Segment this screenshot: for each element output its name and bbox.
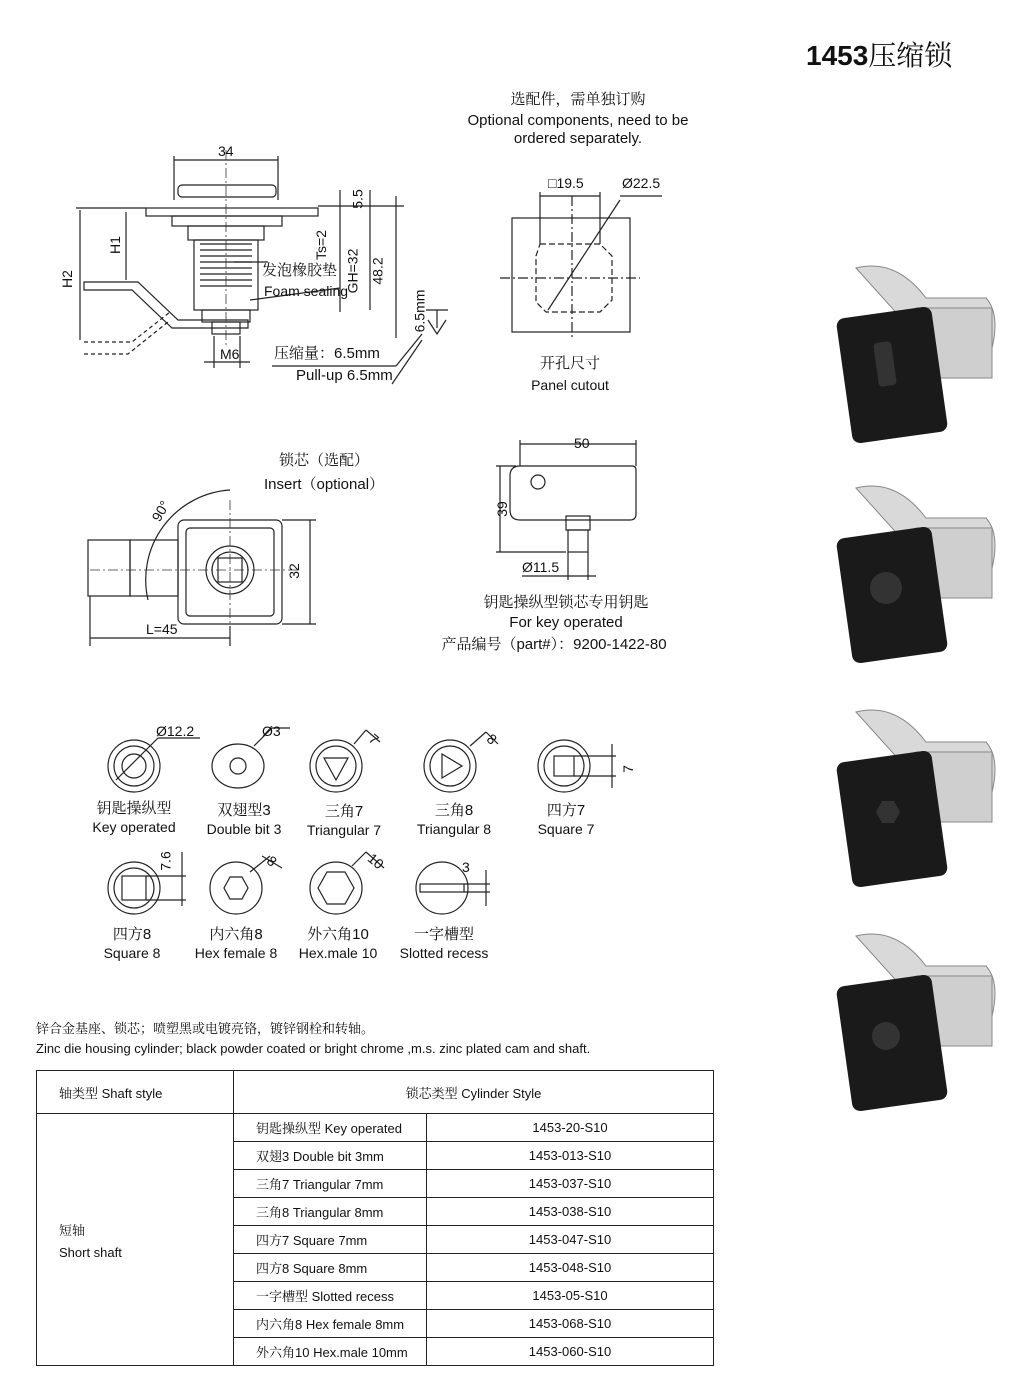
insert-dim-7: 8: [263, 852, 281, 870]
page-title: 1453压缩锁: [806, 40, 953, 71]
table-cell-style: 外六角10 Hex.male 10mm: [234, 1338, 427, 1366]
key-label-cn: 钥匙操纵型锁芯专用钥匙: [483, 594, 649, 611]
dim-6-5mm: 6.5mm: [411, 289, 428, 333]
cutout-drawing: [500, 192, 662, 340]
table-cell-code: 1453-048-S10: [427, 1254, 714, 1282]
table-row: [37, 1114, 714, 1142]
insert-dim-2: Ø3: [262, 723, 281, 739]
shaft-label-cn: 短轴: [59, 1222, 86, 1238]
table-header-shaft: 轴类型 Shaft style: [37, 1071, 234, 1114]
optional-note-en2: ordered separately.: [513, 130, 643, 147]
dim-dia-22-5: Ø22.5: [622, 175, 661, 191]
table-cell-code: 1453-038-S10: [427, 1198, 714, 1226]
insert-dim-6: 7.6: [157, 851, 174, 871]
insert-label-3-en: Triangular 7: [306, 822, 382, 838]
table-cell-style: 四方8 Square 8mm: [234, 1254, 427, 1282]
table-cell-style: 三角7 Triangular 7mm: [234, 1170, 427, 1198]
table-header-cylinder: 锁芯类型 Cylinder Style: [234, 1071, 714, 1114]
insert-label-5-en: Square 7: [537, 821, 595, 837]
lock-photo-double-bit: [836, 478, 1004, 668]
dim-90-degrees: 90°: [148, 497, 173, 525]
insert-label-2-cn: 双翅型3: [217, 802, 271, 819]
optional-note-cn: 选配件，需单独订购: [510, 91, 646, 108]
pull-label-cn: 压缩量：6.5mm: [274, 345, 380, 362]
insert-label-cn: 锁芯（选配）: [278, 452, 370, 469]
table-cell-code: 1453-037-S10: [427, 1170, 714, 1198]
insert-dim-3: 7: [365, 730, 383, 748]
insert-label-8-en: Hex.male 10: [298, 945, 378, 961]
table-cell-style: 双翅3 Double bit 3mm: [234, 1142, 427, 1170]
material-note-en: Zinc die housing cylinder; black powder coated or bright chrome ,m.s. zinc plated cam and shaft.: [36, 1041, 591, 1056]
table-cell-code: 1453-060-S10: [427, 1338, 714, 1366]
foam-label-cn: 发泡橡胶垫: [262, 262, 338, 279]
table-cell-style: 一字槽型 Slotted recess: [234, 1282, 427, 1310]
table-cell-style: 三角8 Triangular 8mm: [234, 1198, 427, 1226]
dim-5-5: 5.5: [349, 189, 366, 209]
dim-50: 50: [574, 435, 590, 451]
insert-label-9-en: Slotted recess: [399, 945, 489, 961]
dim-32: 32: [285, 563, 302, 579]
foam-label-en: Foam sealing: [264, 283, 349, 299]
optional-note-en1: Optional components, need to be: [467, 112, 689, 129]
insert-label-4-cn: 三角8: [434, 802, 474, 819]
table-cell-code: 1453-20-S10: [427, 1114, 714, 1142]
insert-dim-5: 7: [619, 765, 636, 773]
insert-label-7-cn: 内六角8: [209, 926, 263, 943]
key-drawing: [496, 440, 636, 580]
insert-dim-8: 10: [364, 849, 387, 873]
key-part-number: 产品编号（part#）：9200-1422-80: [441, 636, 667, 653]
dim-m6: M6: [220, 346, 240, 362]
dim-h2: H2: [58, 270, 75, 288]
dim-square-19-5: □19.5: [548, 175, 584, 191]
key-label-en: For key operated: [509, 614, 623, 631]
table-cell-style: 四方7 Square 7mm: [234, 1226, 427, 1254]
insert-label-5-cn: 四方7: [546, 802, 586, 819]
table-header-row: [37, 1071, 714, 1114]
insert-dim-1: Ø12.2: [156, 723, 195, 739]
table-cell-style: 钥匙操纵型 Key operated: [234, 1114, 427, 1142]
cutout-label-en: Panel cutout: [531, 377, 609, 393]
material-note-cn: 锌合金基座、锁芯；喷塑黑或电镀亮铬，镀锌钢栓和转轴。: [36, 1021, 375, 1036]
insert-label-2-en: Double bit 3: [206, 821, 282, 837]
insert-label-3-cn: 三角7: [324, 803, 364, 820]
dim-dia-11-5: Ø11.5: [522, 559, 560, 575]
dim-l-45: L=45: [146, 621, 178, 637]
spec-table: [36, 1070, 714, 1366]
insert-dim-4: 8: [483, 730, 501, 748]
insert-label-8-cn: 外六角10: [307, 926, 369, 943]
dim-48-2: 48.2: [369, 257, 386, 285]
table-cell-code: 1453-013-S10: [427, 1142, 714, 1170]
table-cell-code: 1453-068-S10: [427, 1310, 714, 1338]
insert-label-7-en: Hex female 8: [194, 945, 278, 961]
insert-label-9-cn: 一字槽型: [413, 926, 475, 943]
table-cell-code: 1453-05-S10: [427, 1282, 714, 1310]
insert-label-4-en: Triangular 8: [416, 821, 492, 837]
front-view-drawing: [88, 490, 316, 646]
shaft-label-en: Short shaft: [59, 1244, 122, 1260]
cutout-label-cn: 开孔尺寸: [539, 355, 601, 372]
dim-ts: Ts=2: [312, 230, 329, 260]
dim-39: 39: [493, 501, 510, 517]
dim-h1: H1: [106, 236, 123, 254]
insert-label-6-en: Square 8: [103, 945, 161, 961]
dim-34: 34: [218, 143, 234, 159]
lock-photo-triangular: [836, 926, 1004, 1116]
table-cell-style: 内六角8 Hex female 8mm: [234, 1310, 427, 1338]
table-cell-code: 1453-047-S10: [427, 1226, 714, 1254]
table-shaft-cell: [37, 1114, 234, 1366]
lock-photo-key-operated: [836, 258, 1004, 448]
insert-label-1-en: Key operated: [92, 819, 176, 835]
insert-label-en: Insert（optional）: [263, 476, 385, 493]
insert-label-1-cn: 钥匙操纵型: [96, 800, 172, 817]
dim-gh: GH=32: [344, 248, 361, 294]
pull-label-en: Pull-up 6.5mm: [296, 367, 393, 384]
lock-photo-hex-female: [836, 702, 1004, 892]
insert-dim-9: 3: [462, 859, 470, 875]
insert-label-6-cn: 四方8: [112, 926, 152, 943]
